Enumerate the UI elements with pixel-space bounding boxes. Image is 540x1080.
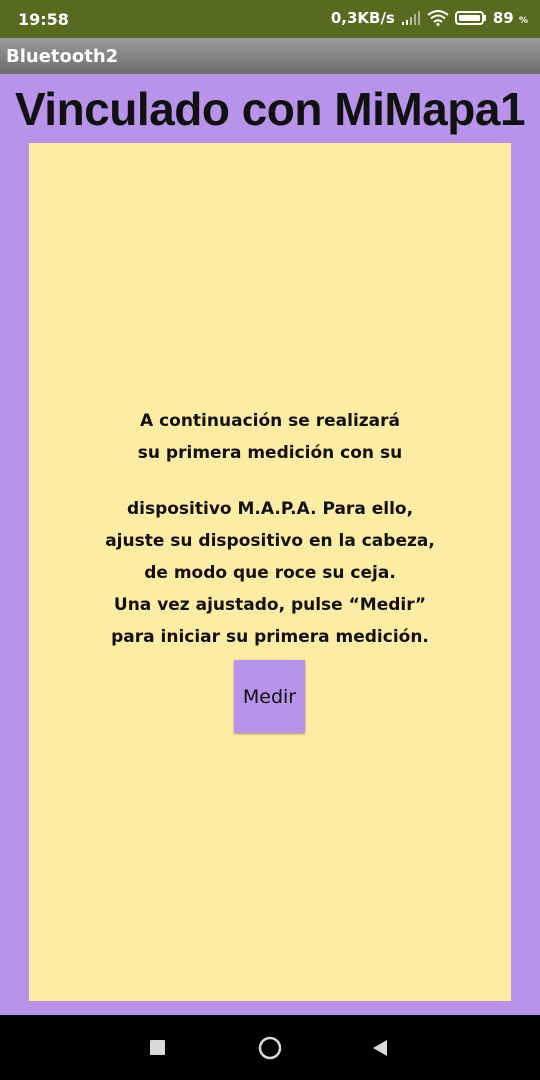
content-panel — [29, 143, 511, 1001]
page-heading: Vinculado con MiMapa1 — [14, 83, 526, 135]
battery-percentage: 89 % — [492, 9, 528, 27]
instruction-line: dispositivo M.A.P.A. Para ello, — [126, 499, 414, 519]
measure-button[interactable]: Medir — [234, 660, 305, 733]
navigation-bar — [0, 1015, 540, 1080]
instructions-text — [29, 405, 511, 653]
status-bar — [0, 0, 540, 38]
recent-apps-icon[interactable] — [150, 1040, 165, 1055]
instruction-line: ajuste su dispositivo en la cabeza, — [105, 531, 435, 551]
signal-icon — [401, 11, 421, 25]
network-speed: 0,3KB/s — [330, 9, 395, 27]
instruction-spacer — [29, 469, 511, 493]
instruction-line: su primera medición con su — [137, 443, 403, 463]
instruction-line: A continuación se realizará — [140, 411, 400, 431]
home-icon[interactable] — [258, 1036, 282, 1060]
app-title: Bluetooth2 — [6, 46, 119, 67]
instruction-line: para iniciar su primera medición. — [111, 627, 429, 647]
battery-icon — [455, 11, 487, 25]
status-indicators — [331, 9, 528, 27]
instruction-line: de modo que roce su ceja. — [144, 563, 396, 583]
app-title-bar — [0, 38, 540, 74]
back-icon[interactable] — [371, 1038, 389, 1058]
status-time: 19:58 — [18, 10, 69, 29]
instruction-line: Una vez ajustado, pulse “Medir” — [113, 595, 427, 615]
wifi-icon — [427, 10, 449, 26]
